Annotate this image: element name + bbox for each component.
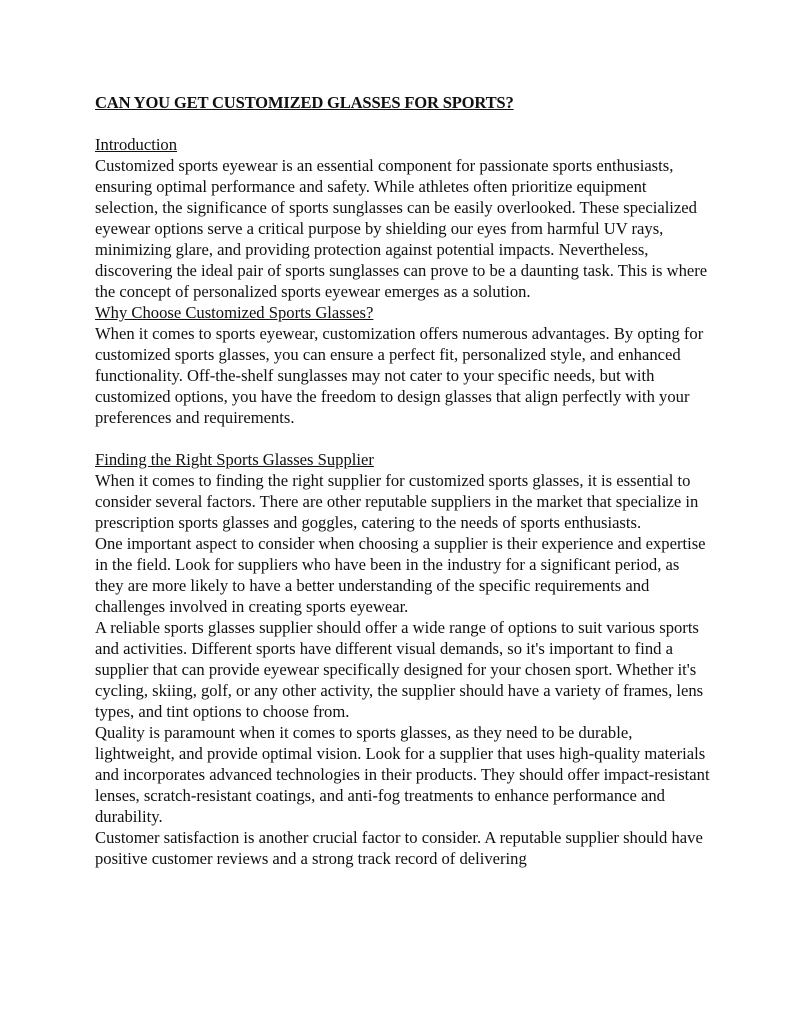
paragraph-spacer [95,428,710,449]
paragraph-introduction: Customized sports eyewear is an essential component for passionate sports enthusiasts, ensuring optimal performance and safety. While athletes often prioritize equipment selection, the significance of sports sunglasses can be easily overlooked. These specialized eyewear options serve a critical purpose by shielding our eyes from harmful UV rays, minimizing glare, and providing protection against potential impacts. Nevertheless, discovering the ideal pair of sports sunglasses can prove to be a daunting task. This is where the concept of personalized sports eyewear emerges as a solution. [95,156,708,301]
section-heading-finding-supplier: Finding the Right Sports Glasses Supplier [95,450,374,469]
paragraph-why-choose: When it comes to sports eyewear, customization offers numerous advantages. By opting for customized sports glasses, you can ensure a perfect fit, personalized style, and enhanced functionality. Off-the-shelf sunglasses may not cater to your specific needs, but with customized options, you have the freedom to design glasses that align perfectly with your preferences and requirements. [95,324,704,427]
paragraph-supplier-options: A reliable sports glasses supplier should offer a wide range of options to suit various sports and activities. Different sports have different visual demands, so it's important to find a supplier that can provide eyewear specifically designed for your chosen sport. Whether it's cycling, skiing, golf, or any other activity, the supplier should have a variety of frames, lens types, and tint options to choose from. [95,618,704,721]
paragraph-supplier-experience: One important aspect to consider when choosing a supplier is their experience and expertise in the field. Look for suppliers who have been in the industry for a significant period, as they are more likely to have a better understanding of the specific requirements and challenges involved in creating sports eyewear. [95,534,706,616]
paragraph-supplier-factors: When it comes to finding the right supplier for customized sports glasses, it is essential to consider several factors. There are other reputable suppliers in the market that specialize in prescription sports glasses and goggles, catering to the needs of sports enthusiasts. [95,471,699,532]
document-page [95,92,710,869]
section-heading-why-choose: Why Choose Customized Sports Glasses? [95,303,374,322]
paragraph-supplier-satisfaction: Customer satisfaction is another crucial factor to consider. A reputable supplier should have positive customer reviews and a strong track record of delivering [95,828,703,868]
paragraph-supplier-quality: Quality is paramount when it comes to sports glasses, as they need to be durable, lightweight, and provide optimal vision. Look for a supplier that uses high-quality materials and incorporates advanced technologies in their products. They should offer impact-resistant lenses, scratch-resistant coatings, and anti-fog treatments to enhance performance and durability. [95,723,710,826]
section-heading-introduction: Introduction [95,135,178,154]
document-title: CAN YOU GET CUSTOMIZED GLASSES FOR SPORTS? [95,93,514,112]
